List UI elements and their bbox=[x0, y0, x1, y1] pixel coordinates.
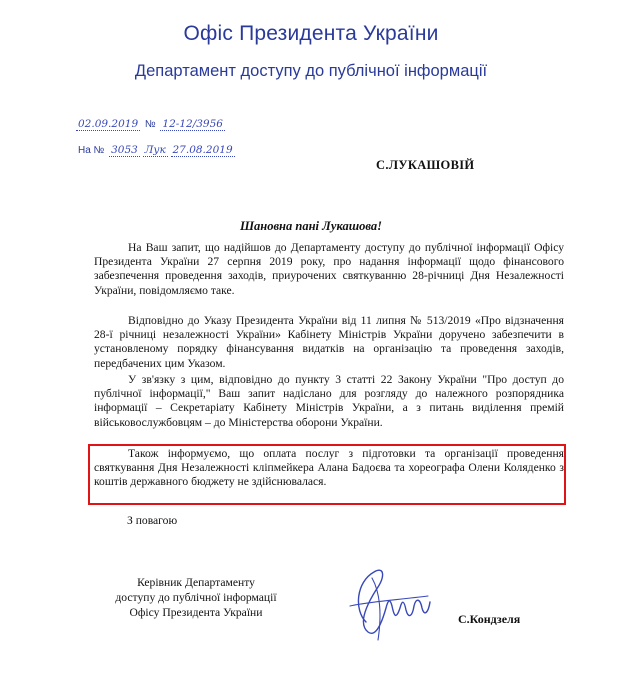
position-line-3: Офісу Президента України bbox=[129, 606, 263, 619]
incoming-prefix: На № bbox=[78, 145, 105, 156]
signatory-position bbox=[98, 575, 294, 620]
incoming-reference bbox=[76, 144, 235, 156]
handwritten-signature bbox=[336, 562, 436, 644]
letterhead-office-title: Офіс Президента України bbox=[183, 22, 439, 45]
recipient-name: С.ЛУКАШОВІЙ bbox=[376, 158, 475, 172]
signer-name: С.Кондзеля bbox=[458, 612, 521, 626]
incoming-date: 27.08.2019 bbox=[172, 144, 233, 156]
position-line-2: доступу до публічної інформації bbox=[115, 591, 277, 604]
number-label: № bbox=[144, 119, 156, 130]
highlight-box bbox=[88, 444, 566, 505]
outgoing-number: 12-12/3956 bbox=[162, 118, 223, 130]
paragraph-forwarding: У зв'язку з цим, відповідно до пункту 3 статті 22 Закону України "Про доступ до публічної інформації," Ваш запит надіслано для розгляду до належного розпорядника інформації – Секретаріату Кабінету Міністрів України, а з питань виділення премій військовослужбовцям – до Міністерства оборони України. bbox=[94, 373, 564, 429]
salutation: Шановна пані Лукашова! bbox=[239, 219, 383, 233]
incoming-number: 3053 bbox=[111, 144, 138, 156]
position-line-1: Керівник Департаменту bbox=[137, 576, 255, 589]
incoming-mark: Лук bbox=[144, 144, 166, 156]
paragraph-request: На Ваш запит, що надійшов до Департаменту доступу до публічної інформації Офісу Президента України 27 серпня 2019 року, про надання інформації щодо фінансового забезпечення проведення заходів, приурочених святкуванню 28-річниці Дня Незалежності України, повідомляємо таке. bbox=[94, 241, 564, 297]
outgoing-reference bbox=[76, 118, 225, 130]
letterhead-department: Департамент доступу до публічної інформації bbox=[134, 62, 488, 80]
outgoing-date: 02.09.2019 bbox=[78, 118, 139, 130]
paragraph-decree: Відповідно до Указу Президента України від 11 липня № 513/2019 «Про відзначення 28-ї річниці незалежності України» Кабінету Міністрів України доручено забезпечити в установленому порядку фінансування видатків на організацію та проведення заходів, передбачених цим Указом. bbox=[94, 314, 564, 370]
paragraph-payment: Також інформуємо, що оплата послуг з підготовки та організації проведення святкування Дня Незалежності кліпмейкера Алана Бадоєва та хореографа Олени Коляденко з коштів державного бюджету не здійснювалася. bbox=[94, 447, 564, 489]
closing-phrase: З повагою bbox=[127, 514, 178, 527]
